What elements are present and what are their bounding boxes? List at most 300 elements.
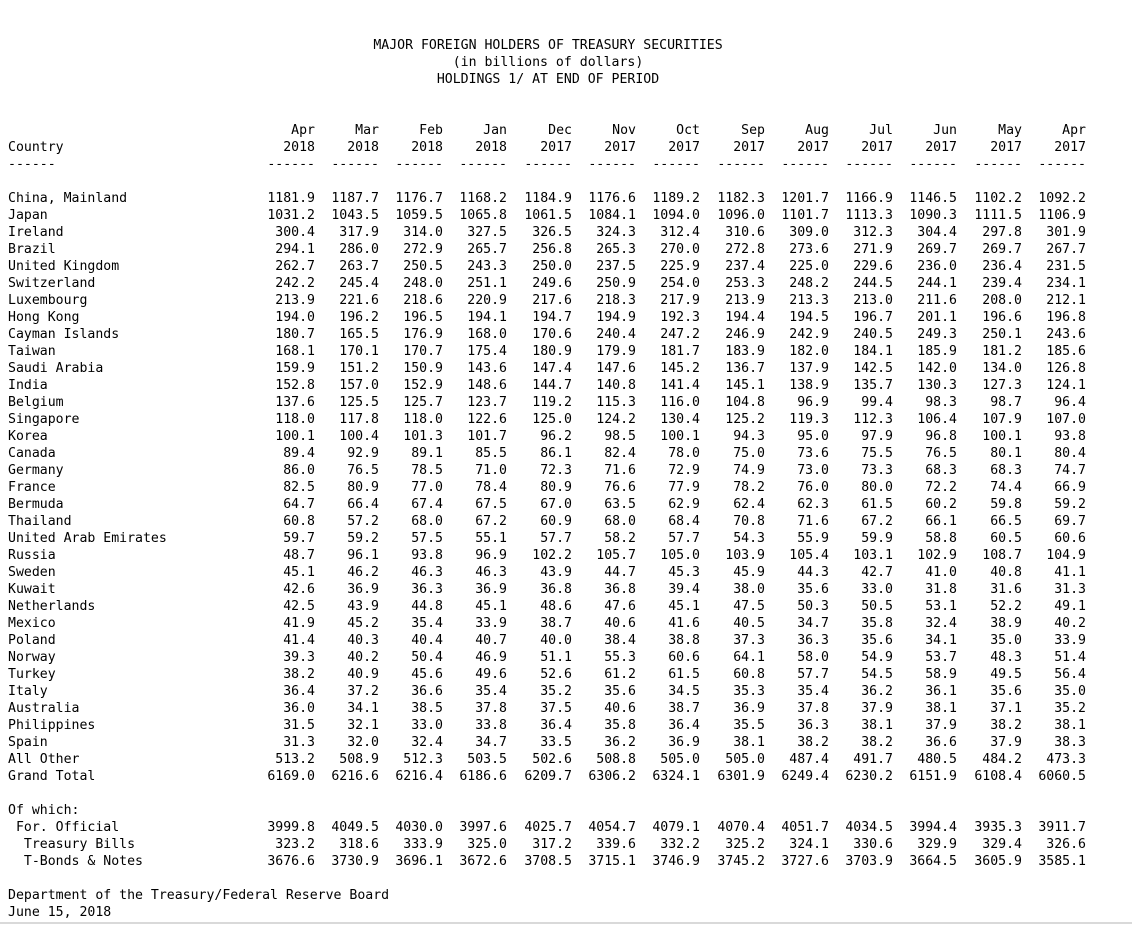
holding-value: 55.9 [797, 531, 829, 546]
column-header-year: 2017 [540, 140, 572, 155]
holding-value: 125.7 [403, 395, 443, 410]
holding-value: 107.9 [982, 412, 1022, 427]
holding-value: 35.3 [733, 684, 765, 699]
holding-value: 61.2 [604, 667, 636, 682]
holding-value: 76.5 [925, 446, 957, 461]
holding-value: 48.3 [990, 650, 1022, 665]
holding-value: 194.5 [789, 310, 829, 325]
holding-value: 127.3 [982, 378, 1022, 393]
holding-value: 98.3 [925, 395, 957, 410]
holding-value: 34.7 [475, 735, 507, 750]
holding-value: 38.2 [283, 667, 315, 682]
holding-value: 505.0 [725, 752, 765, 767]
holding-value: 36.8 [604, 582, 636, 597]
country-name: Switzerland [8, 276, 96, 291]
holding-value: 244.1 [917, 276, 957, 291]
holding-value: 170.6 [532, 327, 572, 342]
header-underline: ------ [717, 157, 765, 172]
holding-value: 272.9 [403, 242, 443, 257]
column-header-year: 2017 [797, 140, 829, 155]
holding-value: 43.9 [540, 565, 572, 580]
holding-value: 138.9 [789, 378, 829, 393]
holding-value: 39.3 [283, 650, 315, 665]
holding-value: 35.5 [733, 718, 765, 733]
column-header-month: Feb [419, 123, 443, 138]
country-name: All Other [8, 752, 80, 767]
holding-value: 6216.4 [395, 769, 443, 784]
of-which-value: 333.9 [403, 837, 443, 852]
holding-value: 38.1 [861, 718, 893, 733]
holding-value: 41.0 [925, 565, 957, 580]
country-name: Singapore [8, 412, 80, 427]
holding-value: 119.3 [789, 412, 829, 427]
holding-value: 42.5 [283, 599, 315, 614]
holding-value: 40.8 [990, 565, 1022, 580]
holding-value: 1182.3 [717, 191, 765, 206]
of-which-row-label: For. Official [8, 820, 120, 835]
holding-value: 122.6 [467, 412, 507, 427]
holding-value: 237.4 [725, 259, 765, 274]
country-name: Sweden [8, 565, 56, 580]
holding-value: 32.0 [347, 735, 379, 750]
holding-value: 96.4 [1054, 395, 1086, 410]
holding-value: 50.5 [861, 599, 893, 614]
page-bottom-divider [0, 922, 1132, 924]
holding-value: 35.0 [1054, 684, 1086, 699]
holding-value: 480.5 [917, 752, 957, 767]
of-which-value: 3994.4 [909, 820, 957, 835]
holding-value: 104.8 [725, 395, 765, 410]
holding-value: 1102.2 [974, 191, 1022, 206]
holding-value: 105.4 [789, 548, 829, 563]
holding-value: 263.7 [339, 259, 379, 274]
holding-value: 68.0 [411, 514, 443, 529]
holding-value: 67.4 [411, 497, 443, 512]
holding-value: 194.1 [467, 310, 507, 325]
holding-value: 107.0 [1046, 412, 1086, 427]
holding-value: 62.4 [733, 497, 765, 512]
holding-value: 59.7 [283, 531, 315, 546]
holding-value: 40.0 [540, 633, 572, 648]
holding-value: 89.1 [411, 446, 443, 461]
holding-value: 253.3 [725, 276, 765, 291]
holding-value: 70.8 [733, 514, 765, 529]
holding-value: 93.8 [1054, 429, 1086, 444]
holding-value: 47.6 [604, 599, 636, 614]
holding-value: 248.0 [403, 276, 443, 291]
holding-value: 152.8 [275, 378, 315, 393]
holding-value: 98.5 [604, 429, 636, 444]
holding-value: 36.6 [925, 735, 957, 750]
holding-value: 78.2 [733, 480, 765, 495]
holding-value: 168.1 [275, 344, 315, 359]
holding-value: 35.2 [1054, 701, 1086, 716]
country-name: Netherlands [8, 599, 96, 614]
holding-value: 75.0 [733, 446, 765, 461]
holding-value: 31.5 [283, 718, 315, 733]
holding-value: 40.2 [1054, 616, 1086, 631]
holding-value: 96.2 [540, 429, 572, 444]
holding-value: 57.5 [411, 531, 443, 546]
of-which-value: 3696.1 [395, 854, 443, 869]
holding-value: 36.9 [347, 582, 379, 597]
holding-value: 1187.7 [331, 191, 379, 206]
holding-value: 57.7 [668, 531, 700, 546]
holding-value: 36.3 [797, 718, 829, 733]
holding-value: 123.7 [467, 395, 507, 410]
holding-value: 317.9 [339, 225, 379, 240]
holding-value: 100.1 [660, 429, 700, 444]
holding-value: 80.9 [540, 480, 572, 495]
holding-value: 44.7 [604, 565, 636, 580]
holding-value: 265.3 [596, 242, 636, 257]
of-which-value: 4030.0 [395, 820, 443, 835]
holding-value: 117.8 [339, 412, 379, 427]
holding-value: 45.2 [347, 616, 379, 631]
column-header-year: 2017 [990, 140, 1022, 155]
holding-value: 74.4 [990, 480, 1022, 495]
holding-value: 1101.7 [781, 208, 829, 223]
holding-value: 45.1 [475, 599, 507, 614]
holding-value: 36.2 [604, 735, 636, 750]
holding-value: 46.2 [347, 565, 379, 580]
holding-value: 124.2 [596, 412, 636, 427]
of-which-value: 4054.7 [588, 820, 636, 835]
holding-value: 213.3 [789, 293, 829, 308]
holding-value: 147.6 [596, 361, 636, 376]
holding-value: 41.6 [668, 616, 700, 631]
holding-value: 1184.9 [524, 191, 572, 206]
holding-value: 116.0 [660, 395, 700, 410]
of-which-value: 339.6 [596, 837, 636, 852]
holding-value: 142.0 [917, 361, 957, 376]
column-header-month: Sep [741, 123, 765, 138]
holding-value: 180.7 [275, 327, 315, 342]
holding-value: 119.2 [532, 395, 572, 410]
header-underline-country: ------ [8, 157, 56, 172]
holding-value: 245.4 [339, 276, 379, 291]
column-header-month: Dec [548, 123, 572, 138]
holding-value: 1096.0 [717, 208, 765, 223]
holding-value: 294.1 [275, 242, 315, 257]
holding-value: 220.9 [467, 293, 507, 308]
column-header-month: Apr [291, 123, 315, 138]
holding-value: 243.3 [467, 259, 507, 274]
holding-value: 34.1 [347, 701, 379, 716]
holding-value: 170.7 [403, 344, 443, 359]
column-header-month: Jan [483, 123, 507, 138]
holding-value: 80.4 [1054, 446, 1086, 461]
country-name: Kuwait [8, 582, 56, 597]
holding-value: 58.0 [797, 650, 829, 665]
holding-value: 37.9 [861, 701, 893, 716]
holding-value: 301.9 [1046, 225, 1086, 240]
holding-value: 49.5 [990, 667, 1022, 682]
holding-value: 58.8 [925, 531, 957, 546]
holding-value: 236.0 [917, 259, 957, 274]
header-underline: ------ [909, 157, 957, 172]
holding-value: 125.2 [725, 412, 765, 427]
holding-value: 211.6 [917, 293, 957, 308]
of-which-value: 3664.5 [909, 854, 957, 869]
holding-value: 272.8 [725, 242, 765, 257]
holding-value: 64.1 [733, 650, 765, 665]
holding-value: 269.7 [917, 242, 957, 257]
holding-value: 324.3 [596, 225, 636, 240]
column-header-month: Jul [869, 123, 893, 138]
column-header-year: 2017 [668, 140, 700, 155]
holding-value: 67.0 [540, 497, 572, 512]
of-which-value: 3997.6 [459, 820, 507, 835]
holding-value: 68.3 [990, 463, 1022, 478]
holding-value: 31.6 [990, 582, 1022, 597]
holding-value: 102.2 [532, 548, 572, 563]
country-name: Mexico [8, 616, 56, 631]
holding-value: 225.9 [660, 259, 700, 274]
holding-value: 6301.9 [717, 769, 765, 784]
holding-value: 38.8 [668, 633, 700, 648]
holding-value: 231.5 [1046, 259, 1086, 274]
document-subtitle-period: HOLDINGS 1/ AT END OF PERIOD [436, 72, 660, 87]
holding-value: 6216.6 [331, 769, 379, 784]
holding-value: 194.7 [532, 310, 572, 325]
holding-value: 184.1 [853, 344, 893, 359]
holding-value: 40.7 [475, 633, 507, 648]
holding-value: 82.5 [283, 480, 315, 495]
holding-value: 38.3 [1054, 735, 1086, 750]
country-name: India [8, 378, 48, 393]
holding-value: 53.1 [925, 599, 957, 614]
holding-value: 72.3 [540, 463, 572, 478]
holding-value: 96.9 [475, 548, 507, 563]
holding-value: 151.2 [339, 361, 379, 376]
holding-value: 95.0 [797, 429, 829, 444]
of-which-value: 3730.9 [331, 854, 379, 869]
holding-value: 100.4 [339, 429, 379, 444]
holding-value: 38.1 [733, 735, 765, 750]
holding-value: 1084.1 [588, 208, 636, 223]
of-which-row-label: Treasury Bills [8, 837, 136, 852]
holding-value: 42.6 [283, 582, 315, 597]
holding-value: 36.4 [668, 718, 700, 733]
country-name: Norway [8, 650, 56, 665]
holding-value: 66.9 [1054, 480, 1086, 495]
holding-value: 248.2 [789, 276, 829, 291]
holding-value: 60.2 [925, 497, 957, 512]
holding-value: 1061.5 [524, 208, 572, 223]
of-which-value: 325.2 [725, 837, 765, 852]
holding-value: 32.4 [925, 616, 957, 631]
holding-value: 77.0 [411, 480, 443, 495]
holding-value: 182.0 [789, 344, 829, 359]
holding-value: 35.8 [604, 718, 636, 733]
header-underline: ------ [845, 157, 893, 172]
holding-value: 33.9 [1054, 633, 1086, 648]
holding-value: 62.9 [668, 497, 700, 512]
of-which-value: 3935.3 [974, 820, 1022, 835]
holding-value: 251.1 [467, 276, 507, 291]
holding-value: 58.9 [925, 667, 957, 682]
holding-value: 53.7 [925, 650, 957, 665]
holding-value: 170.1 [339, 344, 379, 359]
holding-value: 136.7 [725, 361, 765, 376]
header-underline: ------ [652, 157, 700, 172]
holding-value: 40.3 [347, 633, 379, 648]
holding-value: 1176.6 [588, 191, 636, 206]
holding-value: 45.6 [411, 667, 443, 682]
holding-value: 165.5 [339, 327, 379, 342]
holding-value: 34.5 [668, 684, 700, 699]
holding-value: 67.5 [475, 497, 507, 512]
holding-value: 57.7 [540, 531, 572, 546]
holding-value: 37.9 [990, 735, 1022, 750]
holding-value: 71.0 [475, 463, 507, 478]
holding-value: 1166.9 [845, 191, 893, 206]
country-name: Brazil [8, 242, 56, 257]
holding-value: 92.9 [347, 446, 379, 461]
holding-value: 37.2 [347, 684, 379, 699]
holding-value: 78.4 [475, 480, 507, 495]
country-name: Cayman Islands [8, 327, 120, 342]
of-which-value: 3746.9 [652, 854, 700, 869]
holding-value: 157.0 [339, 378, 379, 393]
column-header-year: 2018 [411, 140, 443, 155]
holding-value: 34.1 [925, 633, 957, 648]
holding-value: 194.0 [275, 310, 315, 325]
country-name: Spain [8, 735, 48, 750]
holding-value: 6324.1 [652, 769, 700, 784]
holding-value: 108.7 [982, 548, 1022, 563]
holding-value: 62.3 [797, 497, 829, 512]
document-subtitle-units: (in billions of dollars) [452, 55, 644, 70]
holding-value: 36.9 [668, 735, 700, 750]
column-header-month: Apr [1062, 123, 1086, 138]
holding-value: 218.3 [596, 293, 636, 308]
holding-value: 41.4 [283, 633, 315, 648]
holding-value: 104.9 [1046, 548, 1086, 563]
holding-value: 98.7 [990, 395, 1022, 410]
of-which-value: 323.2 [275, 837, 315, 852]
holding-value: 97.9 [861, 429, 893, 444]
of-which-value: 317.2 [532, 837, 572, 852]
holding-value: 40.4 [411, 633, 443, 648]
column-header-month: Mar [355, 123, 379, 138]
header-underline: ------ [267, 157, 315, 172]
holding-value: 45.3 [668, 565, 700, 580]
holding-value: 40.6 [604, 701, 636, 716]
of-which-value: 329.4 [982, 837, 1022, 852]
holding-value: 38.1 [1054, 718, 1086, 733]
holding-value: 73.3 [861, 463, 893, 478]
footer-source: Department of the Treasury/Federal Reserve Board [8, 888, 390, 903]
holding-value: 212.1 [1046, 293, 1086, 308]
holding-value: 1146.5 [909, 191, 957, 206]
column-header-month: Nov [612, 123, 636, 138]
holding-value: 250.5 [403, 259, 443, 274]
holding-value: 59.2 [1054, 497, 1086, 512]
holding-value: 38.1 [925, 701, 957, 716]
holding-value: 240.4 [596, 327, 636, 342]
holding-value: 249.6 [532, 276, 572, 291]
country-name: Taiwan [8, 344, 56, 359]
holding-value: 273.6 [789, 242, 829, 257]
holding-value: 66.1 [925, 514, 957, 529]
holding-value: 36.3 [797, 633, 829, 648]
column-header-month: Aug [805, 123, 829, 138]
holding-value: 134.0 [982, 361, 1022, 376]
holding-value: 6209.7 [524, 769, 572, 784]
holding-value: 36.2 [861, 684, 893, 699]
holding-value: 37.3 [733, 633, 765, 648]
holding-value: 54.9 [861, 650, 893, 665]
header-underline: ------ [524, 157, 572, 172]
holding-value: 35.6 [604, 684, 636, 699]
holding-value: 181.7 [660, 344, 700, 359]
holding-value: 309.0 [789, 225, 829, 240]
holding-value: 35.2 [540, 684, 572, 699]
country-name: Thailand [8, 514, 72, 529]
holding-value: 68.3 [925, 463, 957, 478]
holding-value: 101.3 [403, 429, 443, 444]
holding-value: 38.2 [797, 735, 829, 750]
holding-value: 73.0 [797, 463, 829, 478]
holding-value: 196.6 [982, 310, 1022, 325]
holding-value: 66.4 [347, 497, 379, 512]
holding-value: 47.5 [733, 599, 765, 614]
holding-value: 50.3 [797, 599, 829, 614]
holding-value: 265.7 [467, 242, 507, 257]
holding-value: 217.9 [660, 293, 700, 308]
of-which-value: 3703.9 [845, 854, 893, 869]
of-which-value: 318.6 [339, 837, 379, 852]
holding-value: 112.3 [853, 412, 893, 427]
holding-value: 168.0 [467, 327, 507, 342]
holding-value: 40.2 [347, 650, 379, 665]
holding-value: 503.5 [467, 752, 507, 767]
holding-value: 96.9 [797, 395, 829, 410]
country-name: Saudi Arabia [8, 361, 104, 376]
holding-value: 59.8 [990, 497, 1022, 512]
country-name: Bermuda [8, 497, 64, 512]
holding-value: 250.0 [532, 259, 572, 274]
holding-value: 1201.7 [781, 191, 829, 206]
holding-value: 1092.2 [1038, 191, 1086, 206]
header-underline: ------ [395, 157, 443, 172]
holding-value: 38.0 [733, 582, 765, 597]
holding-value: 73.6 [797, 446, 829, 461]
holding-value: 1059.5 [395, 208, 443, 223]
holding-value: 103.9 [725, 548, 765, 563]
holding-value: 33.8 [475, 718, 507, 733]
holding-value: 150.9 [403, 361, 443, 376]
holding-value: 61.5 [861, 497, 893, 512]
holding-value: 130.3 [917, 378, 957, 393]
holding-value: 54.5 [861, 667, 893, 682]
holding-value: 37.8 [475, 701, 507, 716]
holding-value: 508.8 [596, 752, 636, 767]
holding-value: 124.1 [1046, 378, 1086, 393]
holding-value: 1031.2 [267, 208, 315, 223]
country-name: Japan [8, 208, 48, 223]
holding-value: 196.8 [1046, 310, 1086, 325]
holding-value: 94.3 [733, 429, 765, 444]
holding-value: 55.1 [475, 531, 507, 546]
column-header-year: 2017 [604, 140, 636, 155]
header-underline: ------ [781, 157, 829, 172]
of-which-value: 4051.7 [781, 820, 829, 835]
holding-value: 1181.9 [267, 191, 315, 206]
holding-value: 37.1 [990, 701, 1022, 716]
